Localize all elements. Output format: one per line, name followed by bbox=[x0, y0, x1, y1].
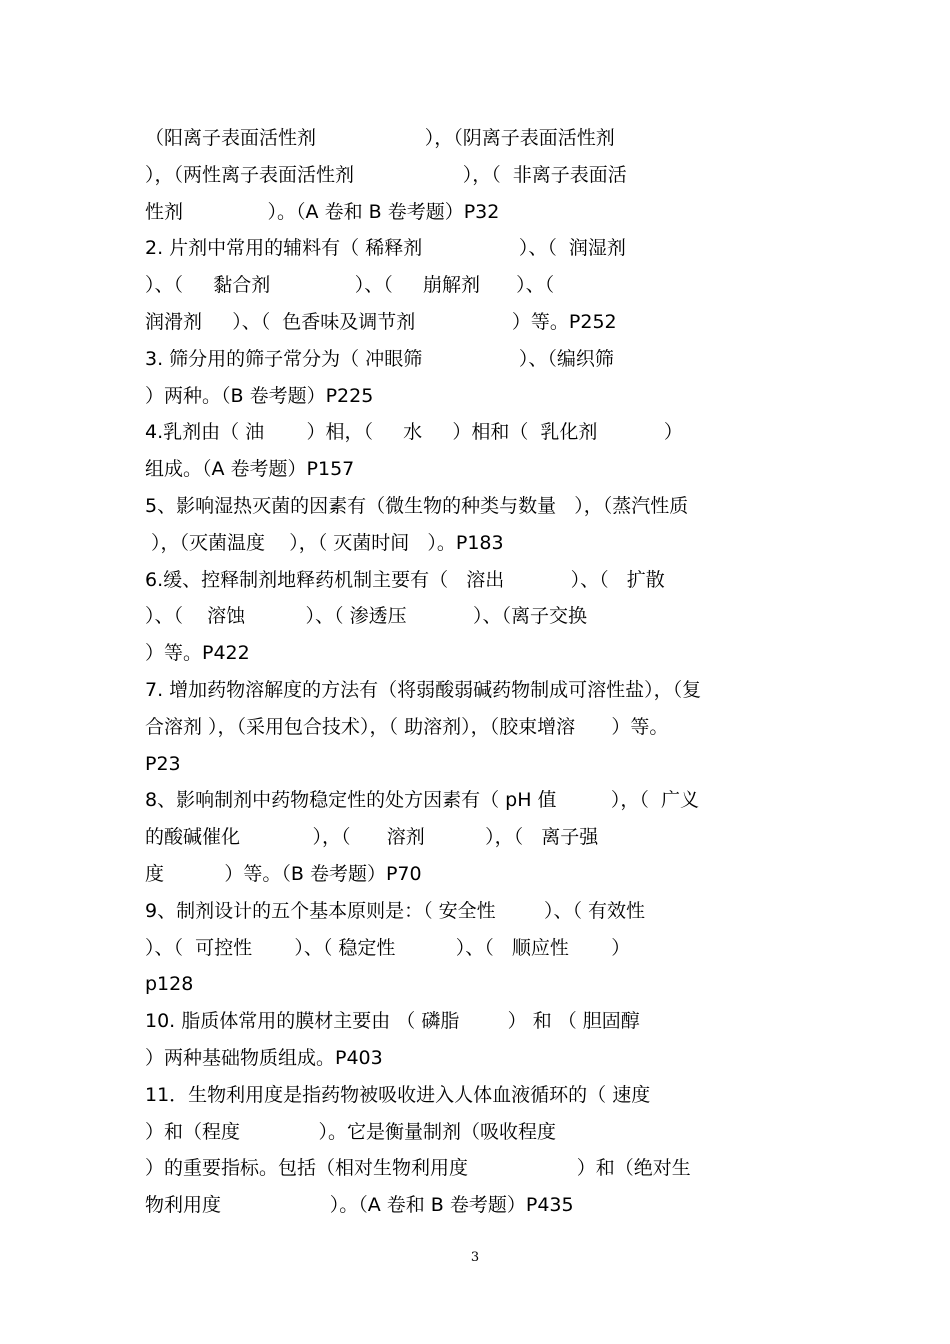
text-line: ）两种基础物质组成。P403 bbox=[145, 1046, 383, 1069]
text-line: 8、影响制剂中药物稳定性的处方因素有（ pH 值 ），（ 广义 bbox=[145, 789, 699, 812]
text-line: 7. 增加药物溶解度的方法有（将弱酸弱碱药物制成可溶性盐），（复 bbox=[145, 678, 702, 701]
text-line: 3. 筛分用的筛子常分为（ 冲眼筛 ）、（编织筛 bbox=[145, 347, 614, 370]
text-line: 6.缓、控释制剂地释药机制主要有（ 溶出 ）、（ 扩散 bbox=[145, 568, 665, 591]
text-line: 组成。（A 卷考题）P157 bbox=[145, 458, 355, 481]
text-line: ）的重要指标。包括（相对生物利用度 ）和（绝对生 bbox=[145, 1157, 691, 1180]
document-body bbox=[145, 120, 815, 1224]
text-line: ），（灭菌温度 ），（ 灭菌时间 ）。P183 bbox=[145, 531, 504, 554]
text-line: 性剂 ）。（A 卷和 B 卷考题）P32 bbox=[145, 200, 500, 223]
text-line: 5、影响湿热灭菌的因素有（微生物的种类与数量 ），（蒸汽性质 bbox=[145, 494, 689, 517]
text-line: 度 ）等。（B 卷考题）P70 bbox=[145, 862, 422, 885]
text-line: 11．生物利用度是指药物被吸收进入人体血液循环的（ 速度 bbox=[145, 1083, 651, 1106]
text-line: 4.乳剂由（ 油 ）相，（ 水 ）相和（ 乳化剂 ） bbox=[145, 421, 683, 444]
text-line: ）和（程度 ）。它是衡量制剂（吸收程度 bbox=[145, 1120, 557, 1143]
text-line: P23 bbox=[145, 752, 181, 775]
text-line: ）两种。（B 卷考题）P225 bbox=[145, 384, 374, 407]
text-line: 润滑剂 ）、（ 色香味及调节剂 ）等。P252 bbox=[145, 310, 617, 333]
text-line: p128 bbox=[145, 973, 194, 996]
page-number: 3 bbox=[470, 1250, 480, 1265]
text-line: 2. 片剂中常用的辅料有（ 稀释剂 ）、（ 润湿剂 bbox=[145, 237, 626, 260]
text-line: ），（两性离子表面活性剂 ），（ 非离子表面活 bbox=[145, 163, 627, 186]
text-line: ）等。P422 bbox=[145, 642, 250, 665]
text-line: ）、（ 可控性 ）、（ 稳定性 ）、（ 顺应性 ） bbox=[145, 936, 631, 959]
text-line: 物利用度 ）。（A 卷和 B 卷考题）P435 bbox=[145, 1194, 574, 1217]
text-line: ）、（ 溶蚀 ）、（ 渗透压 ）、（离子交换 bbox=[145, 605, 588, 628]
text-line: 9、制剂设计的五个基本原则是：（ 安全性 ）、（ 有效性 bbox=[145, 899, 645, 922]
text-line: （阳离子表面活性剂 ），（阴离子表面活性剂 bbox=[145, 127, 615, 149]
text-line: 的酸碱催化 ），（ 溶剂 ），（ 离子强 bbox=[145, 826, 599, 849]
text-line: 合溶剂 ），（采用包合技术），（ 助溶剂），（胶束增溶 ）等。 bbox=[145, 715, 669, 738]
text-line: 10. 脂质体常用的膜材主要由 （ 磷脂 ） 和 （ 胆固醇 bbox=[145, 1010, 640, 1033]
text-line: ）、（ 黏合剂 ）、（ 崩解剂 ）、（ bbox=[145, 274, 555, 297]
